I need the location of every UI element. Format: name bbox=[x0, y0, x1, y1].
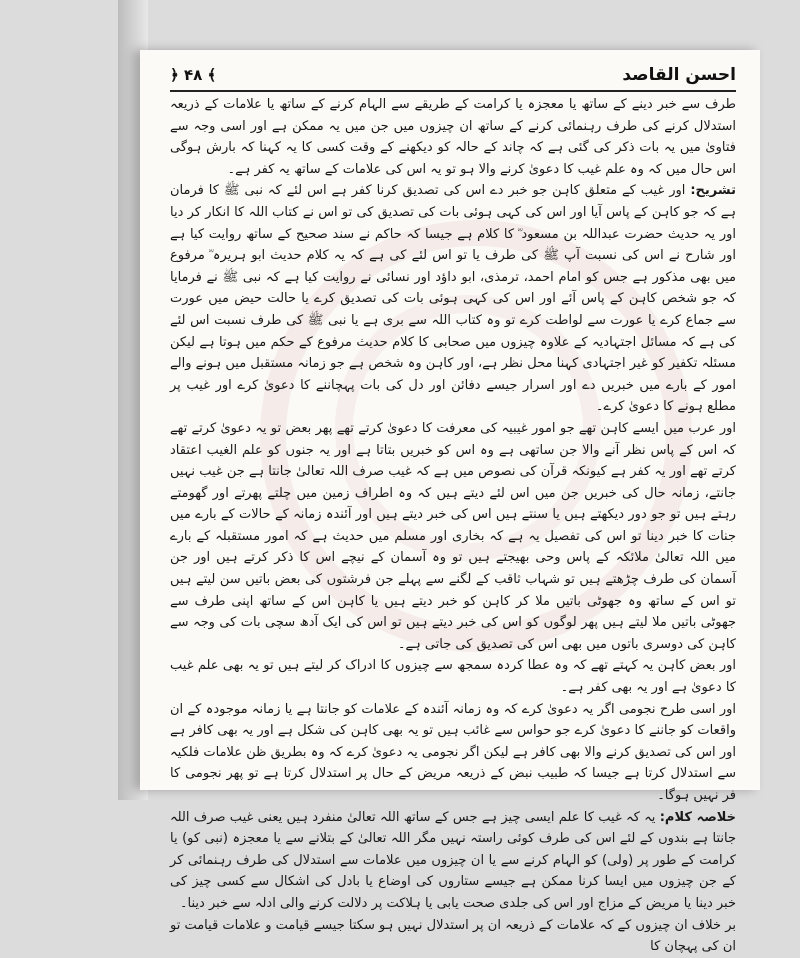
page-number: ﴿ ۴۸ ﴾ bbox=[170, 66, 217, 84]
paragraph-5: اور اسی طرح نجومی اگر یہ دعویٰ کرے کہ وہ زمانہ آئندہ کے علامات کو جانتا ہے یا زمانہ موجودہ کے ان واقعات کو جاننے کا دعویٰ کرے جو حواس سے غائب ہیں تو یہ بھی کاہن کی شکل ہے اور یہ بھی کافر ہے اور اس کی تصدیق کرنے والا بھی کافر ہے لیکن اگر نجومی یہ دعویٰ کرے کہ وہ بطریق ظن علامات فلکیہ سے استدلال کرتا ہے جیسا کہ طبیب نبض کے ذریعہ مریض کے حال پر استدلال کرتا ہے تو پھر نجومی کا فر نہیں ہوگا۔ bbox=[170, 701, 736, 803]
paragraph-2-text: اور غیب کے متعلق کاہن جو خبر دے اس کی تصدیق کرنا کفر ہے اس لئے کہ نبی ﷺ کا فرمان ہے کہ جو کاہن کے پاس آیا اور اس کی کہی ہوئی بات کی تصدیق کی تو اس نے کتاب اللہ کا انکار کر دیا اور یہ حدیث حضرت عبداللہ بن مسعود ؓ کا کلام ہے جیسا کہ حاکم نے سند صحیح کے ساتھ روایت کیا ہے اور شارح نے اس کی نسبت آپ ﷺ کی طرف یا تو اس لئے کی ہے کہ یہ کلام حدیث ابو ہریرہ ؓ مرفوع میں بھی مذکور ہے جس کو امام احمد، ترمذی، ابو داؤد اور نسائی نے روایت کیا ہے کہ نبی ﷺ نے فرمایا کہ جو شخص کاہن کے پاس آئے اور اس کی کہی ہوئی بات کی تصدیق کرے یا حالت حیض میں عورت سے جماع کرے یا عورت سے لواطت کرے تو وہ کتاب اللہ سے بری ہے یا نبی ﷺ کی طرف نسبت اس لئے کی ہے کہ مسائل اجتہادیہ کے علاوہ چیزوں میں صحابی کا کلام حدیث مرفوع کے حکم میں ہوتا ہے لیکن مسئلہ تکفیر کو غیر اجتہادی کہنا محل نظر ہے، اور کاہن وہ شخص ہے جو زمانہ مستقبل میں ہونے والے امور کے بارے میں خبریں دے اور اسرار جیسے دفائن اور دل کی بات پہچاننے کا دعویٰ کرے اور غیب پر مطلع ہونے کا دعویٰ کرے۔ bbox=[170, 183, 736, 415]
term-tashreeh: تشریح: bbox=[690, 183, 736, 199]
paragraph-1: طرف سے خبر دینے کے ساتھ یا معجزہ یا کرامت کے طریقے سے الہام کرنے کے ساتھ یا علامات کے ذریعہ استدلال کرنے کی طرف رہنمائی کرنے کے ساتھ ان چیزوں میں جن میں یہ ممکن ہے اور اسی وجہ سے فتاویٰ میں یہ بات ذکر کی گئی ہے کہ چاند کے حالہ کو دیکھنے کے وقت کسی کا یہ کہنا کہ بارش ہوگی اس حال میں کہ وہ علم غیب کا دعویٰ کرنے والا ہو تو یہ اس کی علامات کے ساتھ یہ کفر ہے۔ bbox=[170, 97, 736, 177]
paragraph-2 bbox=[170, 180, 736, 418]
paragraph-6 bbox=[170, 807, 736, 915]
book-page bbox=[140, 50, 760, 955]
page-header bbox=[170, 60, 736, 92]
page-body bbox=[170, 94, 736, 958]
paragraph-6-text: یہ کہ غیب کا علم ایسی چیز ہے جس کے ساتھ اللہ تعالیٰ منفرد ہیں یعنی غیب صرف اللہ جانتا ہے بندوں کے لئے اس کی طرف کوئی راستہ نہیں مگر اللہ تعالیٰ کے بتلانے سے یا معجزہ (نبی کو) یا کرامت کے طور پر (ولی) کو الہام کرنے سے یا ان چیزوں میں علامات سے استدلال کی طرف رہنمائی کر کے جن چیزوں میں ایسا کرنا ممکن ہے جیسے ستاروں کی اوضاع یا بادل کی اشکال سے کسی چیز کی خبر دینا یا مریض کے مزاج اور اس کی جلدی صحت یابی یا ہلاکت پر دلالت کرنے والی ادلہ سے خبر دینا۔ bbox=[170, 809, 736, 911]
book-title: احسن القاصد bbox=[622, 65, 736, 85]
paragraph-7: بر خلاف ان چیزوں کے کہ علامات کے ذریعہ ان پر استدلال نہیں ہو سکتا جیسے قیامت و علامات قیامت تو ان کی پہچان کا bbox=[169, 917, 736, 955]
term-khulasa: خلاصہ کلام: bbox=[659, 809, 736, 825]
paragraph-3: اور عرب میں ایسے کاہن تھے جو امور غیبیہ کی معرفت کا دعویٰ کرتے تھے پھر بعض تو یہ دعویٰ کرتے تھے کہ اس کے پاس نظر آنے والا جن ساتھی ہے وہ اس کو خبریں بتاتا ہے اور یہ جنوں کو علم الغیب اعتقاد کرتے تھے اور یہ کفر ہے کیونکہ قرآن کی نصوص میں ہے کہ غیب صرف اللہ تعالیٰ جانتا ہے جن غیب نہیں جانتے، زمانہ حال کی خبریں جن میں اس لئے دیتے ہیں کہ وہ اطراف زمین میں چلتے پھرتے اور گھومتے رہتے ہیں تو جو دور دیکھتے ہیں یا سنتے ہیں اس کی خبر دیتے ہیں اور آئندہ زمانہ کے حالات کے بارے میں جنات کا خبر دینا تو اس کی تفصیل یہ ہے کہ بخاری اور مسلم میں حدیث ہے کہ امور مستقبلہ کے بارے میں اللہ تعالیٰ ملائکہ کے پاس وحی بھیجتے ہیں تو وہ آسمان کے نیچے اس کا ذکر کرتے ہیں اور جن آسمان کی طرف چڑھتے ہیں تو شہاب ثاقب کے لگنے سے پہلے جن فرشتوں کی بعض باتیں سن لیتے ہیں تو اس کے ساتھ وہ جھوٹی باتیں ملا کر کاہن کو خبر دیتے ہیں یا کاہن اس کے ساتھ اپنی طرف سے جھوٹی باتیں ملا لیتے ہیں پھر لوگوں کو اس کی خبر دیتے ہیں تو اس کی ایک آدھ سچی بات کی وجہ سے کاہن کی دوسری باتوں میں بھی اس کی تصدیق کی جاتی ہے۔ bbox=[170, 420, 736, 652]
paragraph-4: اور بعض کاہن یہ کہتے تھے کہ وہ عطا کردہ سمجھ سے چیزوں کا ادراک کر لیتے ہیں تو یہ بھی علم غیب کا دعویٰ ہے اور یہ بھی کفر ہے۔ bbox=[170, 658, 736, 696]
